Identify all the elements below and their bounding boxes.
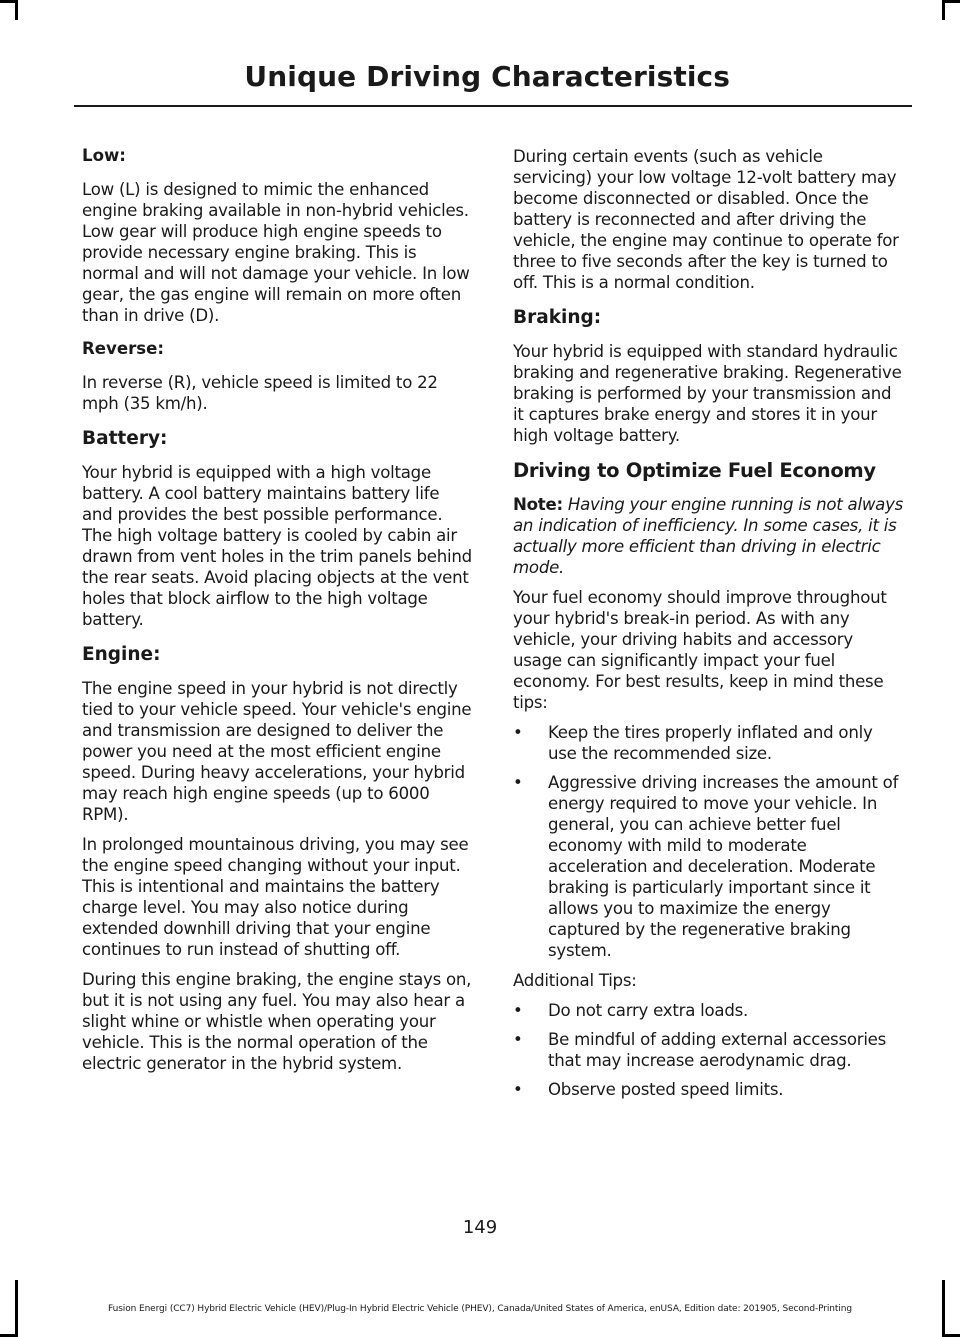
battery-heading: Battery: <box>82 428 168 449</box>
reverse-paragraph: In reverse (R), vehicle speed is limited to 22 mph (35 km/h). <box>82 373 438 413</box>
bullet: • <box>513 1080 523 1099</box>
right-column <box>513 146 904 1109</box>
tips-list <box>513 722 904 961</box>
fuel-economy-paragraph: Your fuel economy should improve throughout your hybrid's break-in period. As with any vehicle, your driving habits and accessory usage can significantly impact your fuel economy. For best results, keep in mind these tips: <box>513 588 887 712</box>
left-column <box>82 146 473 1083</box>
engine-paragraph-1: The engine speed in your hybrid is not directly tied to your vehicle speed. Your vehicle's engine and transmission are designed to deliver the power you need at the most efficient engine speed. During heavy accelerations, your hybrid may reach high engine speeds (up to 6000 RPM). <box>82 679 472 824</box>
bullet: • <box>513 773 523 792</box>
low-paragraph: Low (L) is designed to mimic the enhanced engine braking available in non-hybrid vehicles. Low gear will produce high engine speeds to provide necessary engine braking. This is normal and will not damage your vehicle. In low gear, the gas engine will remain on more often than in drive (D). <box>82 180 470 325</box>
engine-paragraph-2: In prolonged mountainous driving, you may see the engine speed changing without your input. This is intentional and maintains the battery charge level. You may also notice during extended downhill driving that your engine continues to run instead of shutting off. <box>82 835 469 959</box>
note-paragraph <box>513 494 904 578</box>
note-text: Having your engine running is not always an indication of inefficiency. In some cases, it is actually more efficient than driving in electric mode. <box>513 495 904 577</box>
bullet: • <box>513 1030 523 1049</box>
events-paragraph: During certain events (such as vehicle servicing) your low voltage 12-volt battery may become disconnected or disabled. Once the battery is reconnected and after driving the vehicle, the engine may continue to operate for three to five seconds after the key is turned to off. This is a normal condition. <box>513 147 899 292</box>
tip-text: Be mindful of adding external accessories that may increase aerodynamic drag. <box>548 1030 887 1070</box>
list-item <box>513 1079 904 1100</box>
header-divider <box>74 105 912 107</box>
tip-text: Aggressive driving increases the amount of energy required to move your vehicle. In general, you can achieve better fuel economy with mild to moderate acceleration and deceleration. Moderate braking is particularly important since it allows you to maximize the energy captured by the regenerative braking system. <box>548 773 899 960</box>
additional-tips-label: Additional Tips: <box>513 971 637 990</box>
braking-heading: Braking: <box>513 307 602 328</box>
page-number: 149 <box>462 1217 498 1238</box>
crop-mark-top-left-v <box>15 0 18 20</box>
bullet: • <box>513 723 523 742</box>
reverse-heading: Reverse: <box>82 339 165 358</box>
note-label: Note: <box>513 495 563 514</box>
additional-tips-list <box>513 1000 904 1100</box>
list-item <box>513 1000 904 1021</box>
list-item <box>513 1029 904 1071</box>
list-item <box>513 722 904 764</box>
low-heading: Low: <box>82 146 126 165</box>
tip-text: Keep the tires properly inflated and only use the recommended size. <box>548 723 873 763</box>
tip-text: Do not carry extra loads. <box>548 1001 749 1020</box>
tip-text: Observe posted speed limits. <box>548 1080 784 1099</box>
engine-heading: Engine: <box>82 644 161 665</box>
battery-paragraph: Your hybrid is equipped with a high voltage battery. A cool battery maintains battery life and provides the best possible performance. The high voltage battery is cooled by cabin air drawn from vent holes in the trim panels behind the rear seats. Avoid placing objects at the vent holes that block airflow to the high voltage battery. <box>82 463 472 629</box>
list-item <box>513 772 904 961</box>
crop-mark-top-right-v <box>942 0 945 20</box>
page-header-title: Unique Driving Characteristics <box>244 60 730 93</box>
braking-paragraph: Your hybrid is equipped with standard hydraulic braking and regenerative braking. Regenerative braking is performed by your transmission and it captures brake energy and stores it in your high voltage battery. <box>513 342 902 445</box>
fuel-economy-heading: Driving to Optimize Fuel Economy <box>513 459 876 482</box>
bullet: • <box>513 1001 523 1020</box>
footer-text: Fusion Energi (CC7) Hybrid Electric Vehicle (HEV)/Plug-In Hybrid Electric Vehicle (PHEV), Canada/United States of America, enUSA, Edition date: 201905, Second-Printing <box>108 1304 852 1314</box>
engine-paragraph-3: During this engine braking, the engine stays on, but it is not using any fuel. You may also hear a slight whine or whistle when operating your vehicle. This is the normal operation of the electric generator in the hybrid system. <box>82 970 472 1073</box>
